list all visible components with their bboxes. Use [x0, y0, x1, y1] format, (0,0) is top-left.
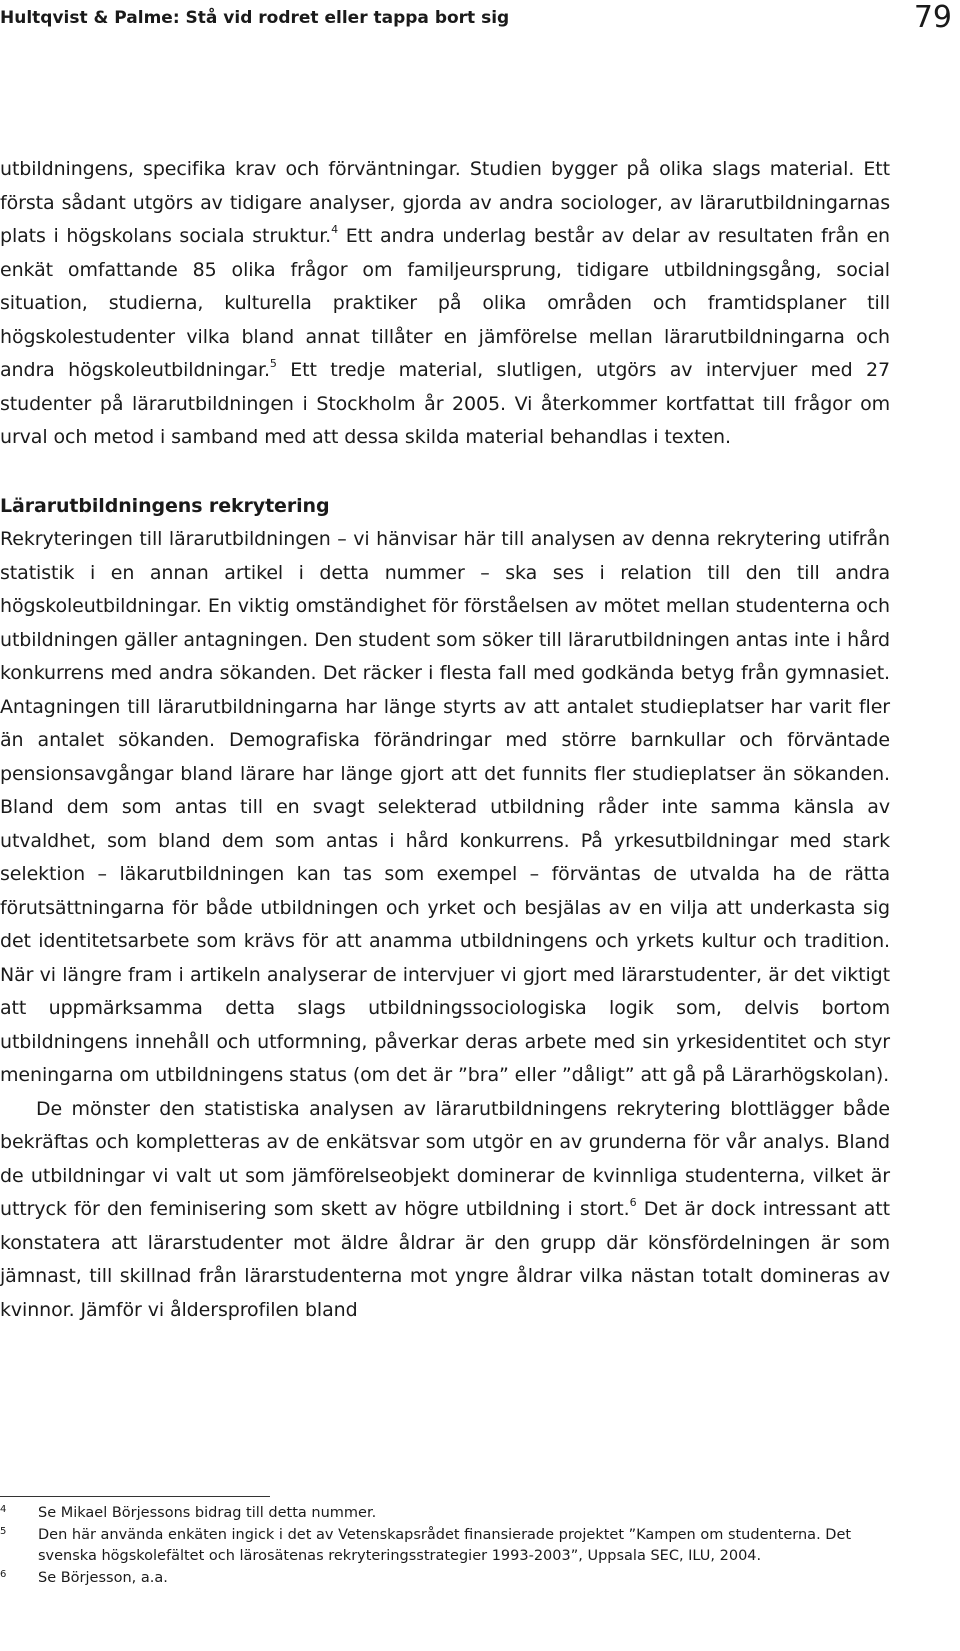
footnote-text: Den här använda enkäten ingick i det av Vetenskapsrådet finansierade projektet ”Kampen om studenterna. Det svenska högskolefältet och lärosätenas rekryteringsstrategier 1993-2003”, Uppsala SEC, ILU, 2004. [38, 1526, 852, 1564]
footnote-ref-6[interactable]: 6 [629, 1196, 637, 1209]
footnote-ref-4[interactable]: 4 [331, 223, 339, 236]
footnote-number: 6 [0, 1568, 7, 1580]
footnote-ref-5[interactable]: 5 [269, 357, 277, 370]
footnote-5 [0, 1525, 890, 1568]
footnote-number: 4 [0, 1504, 7, 1515]
paragraph-3-part-b: Det är dock intressant att konstatera att lärarstudenter mot äldre åldrar är den grupp där könsfördelningen är som jämnast, till skillnad från lärarstudenterna mot yngre åldrar vilka nästan totalt domineras av kvinnor. Jämför vi åldersprofilen bland [0, 1198, 890, 1321]
section-heading: Lärarutbildningens rekrytering [0, 494, 330, 517]
footnote-4 [0, 1503, 890, 1525]
paragraph-1-part-a: utbildningens, specifika krav och förväntningar. Studien bygger på olika slags material. Ett första sådant utgörs av tidigare analyser, gjorda av andra sociologer, av lärarutbildningarnas plats i högskolans sociala struktur. [0, 158, 890, 247]
footnote-text: Se Mikael Börjessons bidrag till detta nummer. [38, 1505, 377, 1521]
footnote-number: 5 [0, 1525, 7, 1537]
paragraph-1-part-b: Ett andra underlag består av delar av resultaten från en enkät omfattande 85 olika frågor om familjeursprung, tidigare utbildningsgång, social situation, studierna, kulturella praktiker på olika områden och framtidsplaner till högskolestudenter vilka bland annat tillåter en jämförelse mellan lärarutbildningarna och andra högskoleutbildningar. [0, 225, 890, 381]
paragraph-1 [0, 153, 890, 455]
footnote-6 [0, 1568, 890, 1590]
footnotes [0, 1503, 890, 1589]
paragraph-3 [0, 1093, 890, 1328]
paragraph-2: Rekryteringen till lärarutbildningen – vi hänvisar här till analysen av denna rekrytering utifrån statistik i en annan artikel i detta nummer – ska ses i relation till den till andra högskoleutbildningar. En viktig omständighet för förståelsen av mötet mellan studenterna och utbildningen gäller antagningen. Den student som söker till lärarutbildningen antas inte i hård konkurrens med andra sökanden. Det räcker i flesta fall med godkända betyg från gymnasiet. Antagningen till lärarutbildningarna har länge styrts av att antalet studieplatser har varit fler än antalet sökanden. Demografiska förändringar med större barnkullar och förväntade pensionsavgångar bland lärare har länge gjort att det funnits fler studieplatser än sökanden. Bland dem som antas till en svagt selekterad utbildning råder inte samma känsla av utvaldhet, som bland dem som antas i hård konkurrens. På yrkesutbildningar med stark selektion – läkarutbildningen kan tas som exempel – förväntas de utvalda ha de rätta förutsättningarna för både utbildningen och yrket och besjälas av en vilja att underkasta sig det identitetsarbete som krävs för att anamma utbildningens och yrkets kultur och tradition. När vi längre fram i artikeln analyserar de intervjuer vi gjort med lärarstudenter, är det viktigt att uppmärksamma detta slags utbildningssociologiska logik som, delvis bortom utbildningens innehåll och utformning, påverkar deras arbete med sin yrkesidentitet och styr meningarna om utbildningens status (om det är ”bra” eller ”dåligt” att gå på Lärarhögskolan). [0, 528, 890, 1086]
running-header [0, 0, 952, 50]
footnote-text: Se Börjesson, a.a. [38, 1569, 168, 1586]
running-title: Hultqvist & Palme: Stå vid rodret eller tappa bort sig [0, 8, 510, 28]
body-text [0, 153, 890, 1327]
paragraph-1-part-c: Ett tredje material, slutligen, utgörs av intervjuer med 27 studenter på lärarutbildningen i Stockholm år 2005. Vi återkommer kortfattat till frågor om urval och metod i samband med att dessa skilda material behandlas i texten. [0, 359, 890, 448]
page-number: 79 [913, 0, 952, 35]
paragraph-3-part-a: De mönster den statistiska analysen av lärarutbildningens rekrytering blottlägger både bekräftas och kompletteras av de enkätsvar som utgör en av grunderna för vår analys. Bland de utbildningar vi valt ut som jämförelseobjekt dominerar de kvinnliga studenterna, vilket är uttryck för den feminisering som skett av högre utbildning i stort. [0, 1097, 890, 1220]
footnote-divider [0, 1496, 270, 1497]
